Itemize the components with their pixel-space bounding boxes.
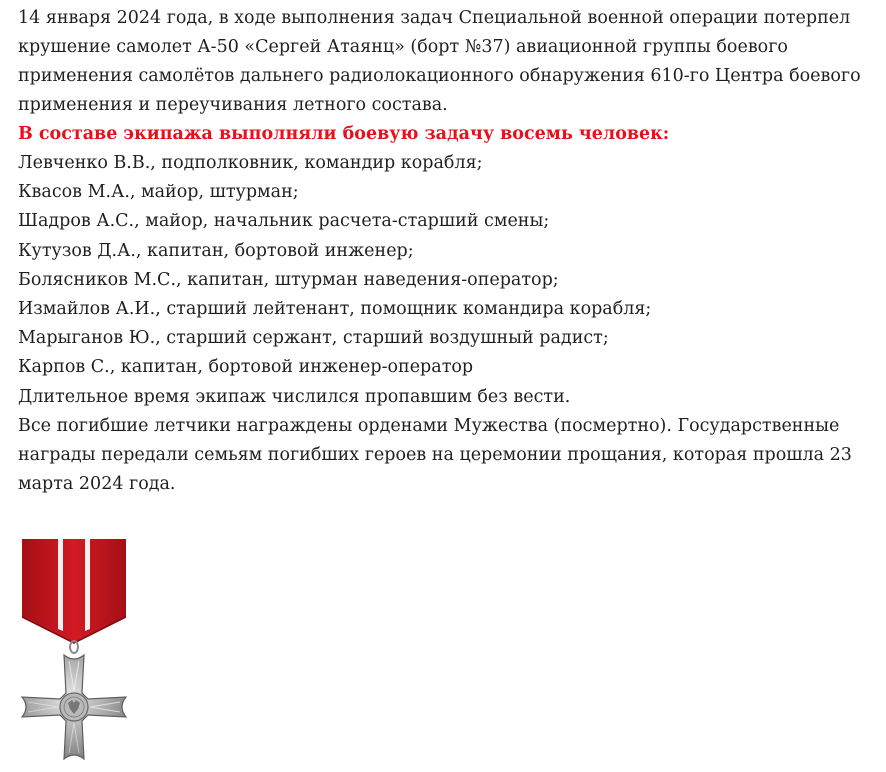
crew-member: Карпов С., капитан, бортовой инженер-оператор xyxy=(18,357,474,378)
crew-member: Марыганов Ю., старший сержант, старший воздушный радист; xyxy=(18,328,609,349)
order-of-courage-medal-icon xyxy=(18,539,130,768)
crew-member: Измайлов А.И., старший лейтенант, помощник командира корабля; xyxy=(18,299,652,320)
missing-note: Длительное время экипаж числился пропавшим без вести. xyxy=(18,386,571,407)
awards-paragraph: Все погибшие летчики награждены орденами Мужества (посмертно). Государственные награды передали семьям погибших героев на церемонии прощания, которая прошла 23 марта 2024 года. xyxy=(18,415,852,494)
intro-paragraph: 14 января 2024 года, в ходе выполнения задач Специальной военной операции потерпел крушение самолет А-50 «Сергей Атаянц» (борт №37) авиационной группы боевого применения самолётов дальнего радиолокационного обнаружения 610-го Центра боевого применения и переучивания летного состава. xyxy=(18,8,861,115)
crew-member: Квасов М.А., майор, штурман; xyxy=(18,182,299,203)
crew-list xyxy=(18,149,878,383)
article-body xyxy=(18,4,878,499)
crew-member: Кутузов Д.А., капитан, бортовой инженер; xyxy=(18,240,414,261)
crew-heading: В составе экипажа выполняли боевую задачу восемь человек: xyxy=(18,124,670,144)
crew-member: Болясников М.С., капитан, штурман наведения-оператор; xyxy=(18,269,559,290)
crew-member: Левченко В.В., подполковник, командир корабля; xyxy=(18,153,483,173)
crew-member: Шадров А.С., майор, начальник расчета-старший смены; xyxy=(18,211,550,232)
